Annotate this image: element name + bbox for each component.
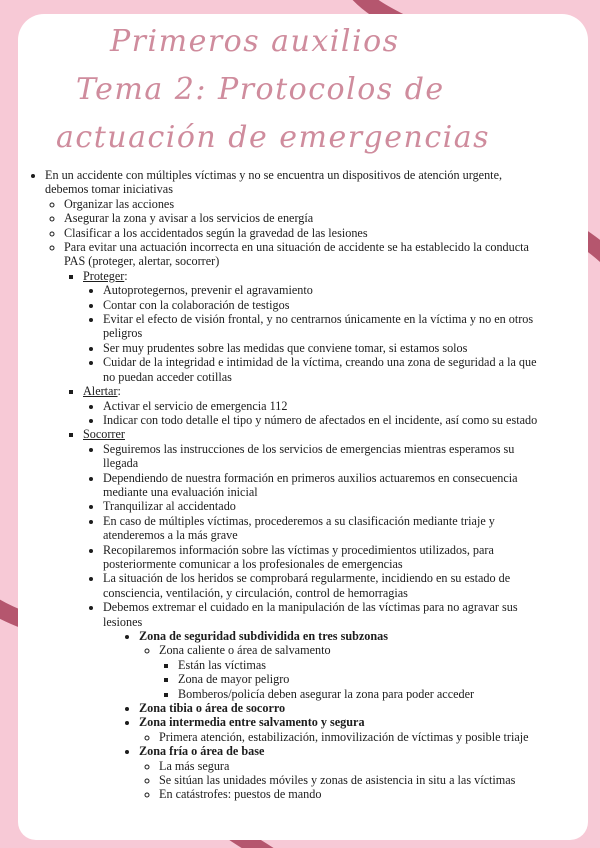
list-item: ◦ Clasificar a los accidentados según la gravedad de las lesiones: [64, 226, 548, 240]
zone-heading: Zona intermedia entre salvamento y segura: [139, 715, 365, 730]
list-item: • La situación de los heridos se comprobará regularmente, incidiendo en su estado de consciencia, ventilación, y circulación, control de hemorragias: [103, 571, 548, 600]
pas-text: Para evitar una actuación incorrecta en una situación de accidente se ha establecido la conducta PAS (proteger, alertar, socorrer): [64, 240, 529, 269]
zones-list: [103, 629, 548, 802]
zone-sublist: [139, 730, 548, 744]
zone-heading: Zona tibia o área de socorro: [139, 701, 286, 716]
list-item: [45, 168, 548, 802]
zone-seguridad: [139, 629, 548, 701]
list-item: ◦ La más segura: [159, 759, 548, 773]
zone-caliente-label: Zona caliente o área de salvamento: [159, 643, 331, 658]
list-item: [103, 600, 548, 802]
list-item: ◦ En catástrofes: puestos de mando: [159, 787, 548, 801]
socorrer-heading: Socorrer: [83, 427, 125, 442]
zone-tibia: [139, 701, 548, 715]
list-item: • Indicar con todo detalle el tipo y número de afectados en el incidente, así como su estado: [103, 413, 548, 427]
zone-intermedia: [139, 715, 548, 744]
alertar-list: [83, 399, 548, 428]
manipulation-text: Debemos extremar el cuidado en la manipulación de las víctimas para no agravar sus lesiones: [103, 600, 518, 629]
list-item: [64, 240, 548, 802]
socorrer-list: [83, 442, 548, 802]
list-item: ◦ Se sitúan las unidades móviles y zonas de asistencia in situ a las víctimas: [159, 773, 548, 787]
intro-sublist: [45, 197, 548, 802]
list-item: • Recopilaremos información sobre las víctimas y procedimientos utilizados, para posteriormente comunicar a los profesionales de emergencias: [103, 543, 548, 572]
pas-socorrer: [83, 427, 548, 802]
alertar-heading: Alertar: [83, 384, 118, 399]
list-item: [159, 643, 548, 701]
list-item: ◦ Asegurar la zona y avisar a los servicios de energía: [64, 211, 548, 225]
notes-content: [28, 168, 548, 802]
list-item: • Dependiendo de nuestra formación en primeros auxilios actuaremos en consecuencia mediante una evaluación inicial: [103, 471, 548, 500]
list-item: • Cuidar de la integridad e intimidad de la víctima, creando una zona de seguridad a la que no puedan acceder cotillas: [103, 355, 548, 384]
proteger-list: [83, 283, 548, 384]
list-item: ◦ Primera atención, estabilización, inmovilización de víctimas y posible triaje: [159, 730, 548, 744]
list-item: • Autoprotegernos, prevenir el agravamiento: [103, 283, 548, 297]
pas-alertar: ▪ Alertar: • Activar el servicio de emergencia 112 • Indicar con todo detalle el tipo y número de afectados en el incidente, así como su estado: [83, 384, 548, 427]
intro-text: En un accidente con múltiples víctimas y no se encuentra un dispositivos de atención urgente, debemos tomar iniciativas: [45, 168, 503, 197]
zone-sublist: [139, 759, 548, 802]
zone-sublist: [139, 643, 548, 701]
list-item: ▪ Están las víctimas: [178, 658, 548, 672]
zone-heading: Zona de seguridad subdividida en tres subzonas: [139, 629, 389, 643]
page-title-line-3: actuación de emergencias: [56, 120, 491, 155]
list-item: • En caso de múltiples víctimas, procederemos a su clasificación mediante triaje y atenderemos a la más grave: [103, 514, 548, 543]
pas-list: [64, 269, 548, 802]
list-item: • Ser muy prudentes sobre las medidas que conviene tomar, si estamos solos: [103, 341, 548, 355]
page-title-line-1: Primeros auxilios: [110, 24, 400, 59]
pas-proteger: ▪ Proteger: • Autoprotegernos, prevenir el agravamiento • Contar con la colaboración de testigos • Evitar el efecto de visión frontal, y no centrarnos únicamente en la víctima y no en otros peligros • Ser muy prudentes sobre las medidas que conviene tomar, si estamos solos • Cuidar de la integridad e intimidad de la víctima, creando una zona de seguridad a la que no puedan acceder cotillas: [83, 269, 548, 384]
zone-heading: Zona fría o área de base: [139, 744, 265, 759]
list-item: • Seguiremos las instrucciones de los servicios de emergencias mientras esperamos su llegada: [103, 442, 548, 471]
main-list: [28, 168, 548, 802]
zone-fria: [139, 744, 548, 802]
list-item: ▪ Zona de mayor peligro: [178, 672, 548, 686]
list-item: • Evitar el efecto de visión frontal, y no centrarnos únicamente en la víctima y no en otros peligros: [103, 312, 548, 341]
list-item: • Tranquilizar al accidentado: [103, 499, 548, 513]
list-item: • Contar con la colaboración de testigos: [103, 298, 548, 312]
caliente-list: [159, 658, 548, 701]
list-item: ▪ Bomberos/policía deben asegurar la zona para poder acceder: [178, 687, 548, 701]
list-item: ◦ Organizar las acciones: [64, 197, 548, 211]
list-item: • Activar el servicio de emergencia 112: [103, 399, 548, 413]
page-title-line-2: Tema 2: Protocolos de: [76, 72, 445, 107]
proteger-heading: Proteger: [83, 268, 125, 283]
